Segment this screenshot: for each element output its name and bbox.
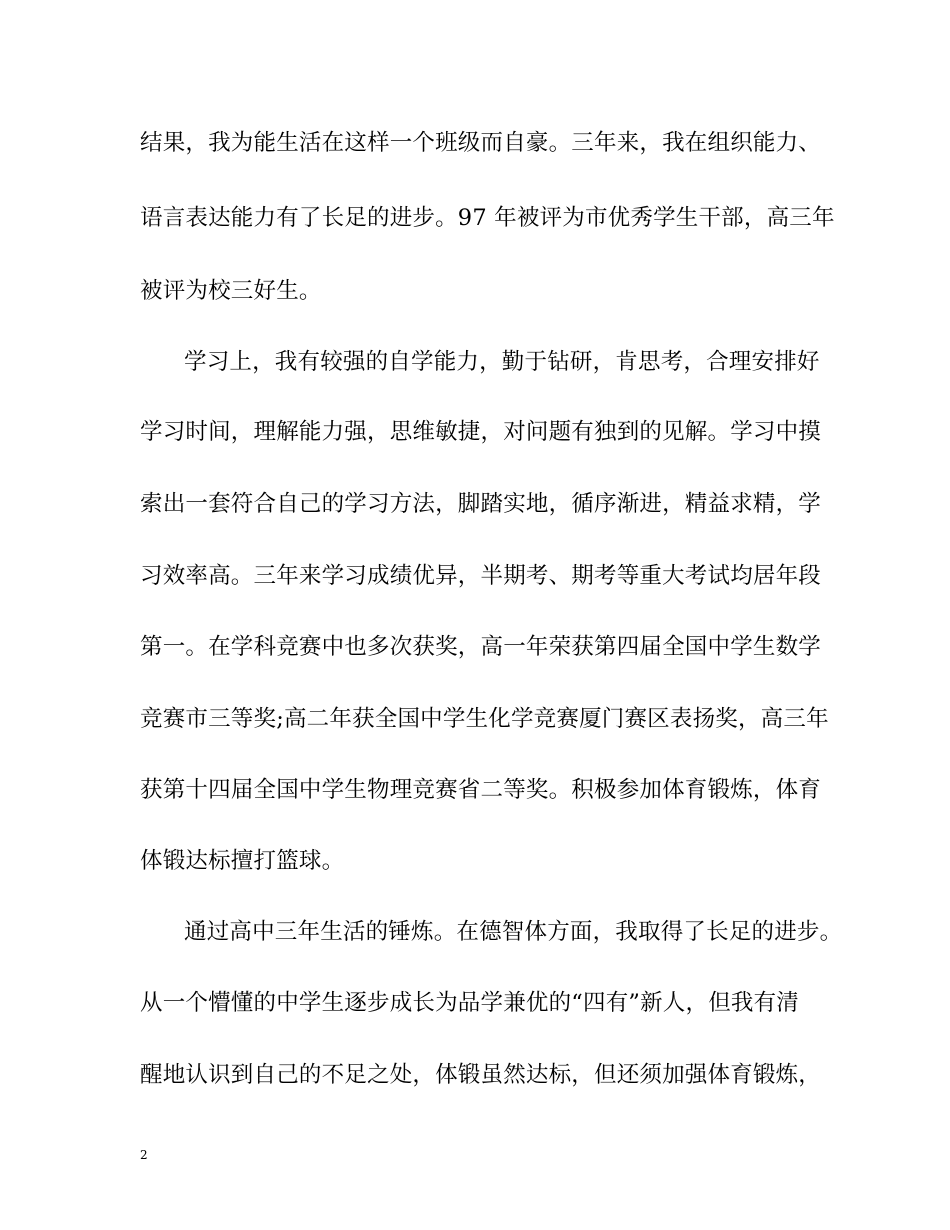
text-line: 习效率高。三年来学习成绩优异，半期考、期考等重大考试均居年段 bbox=[140, 563, 822, 589]
page-number: 2 bbox=[140, 1148, 148, 1162]
text-line: 结果，我为能生活在这样一个班级而自豪。三年来，我在组织能力、 bbox=[140, 130, 822, 156]
text-line: 第一。在学科竞赛中也多次获奖，高一年荣获第四届全国中学生数学 bbox=[140, 634, 822, 660]
text-line: 被评为校三好生。 bbox=[140, 278, 322, 304]
text-line: 学习时间，理解能力强，思维敏捷，对问题有独到的见解。学习中摸 bbox=[140, 419, 822, 445]
text-line: 醒地认识到自己的不足之处，体锻虽然达标，但还须加强体育锻炼， bbox=[140, 1062, 822, 1088]
text-line: 索出一套符合自己的学习方法，脚踏实地，循序渐进，精益求精，学 bbox=[140, 491, 822, 517]
text-line: 从一个懵懂的中学生逐步成长为品学兼优的“四有”新人，但我有清 bbox=[140, 990, 800, 1016]
text-line: 获第十四届全国中学生物理竞赛省二等奖。积极参加体育锻炼，体育 bbox=[140, 777, 822, 803]
paragraph-start-line: 通过高中三年生活的锤炼。在德智体方面，我取得了长足的进步。 bbox=[184, 919, 843, 945]
paragraph-start-line: 学习上，我有较强的自学能力，勤于钻研，肯思考，合理安排好 bbox=[184, 349, 820, 375]
text-line: 竞赛市三等奖;高二年获全国中学生化学竞赛厦门赛区表扬奖，高三年 bbox=[140, 706, 829, 732]
text-line: 体锻达标擅打篮球。 bbox=[140, 848, 345, 874]
text-line: 语言表达能力有了长足的进步。97 年被评为市优秀学生干部，高三年 bbox=[140, 205, 835, 231]
